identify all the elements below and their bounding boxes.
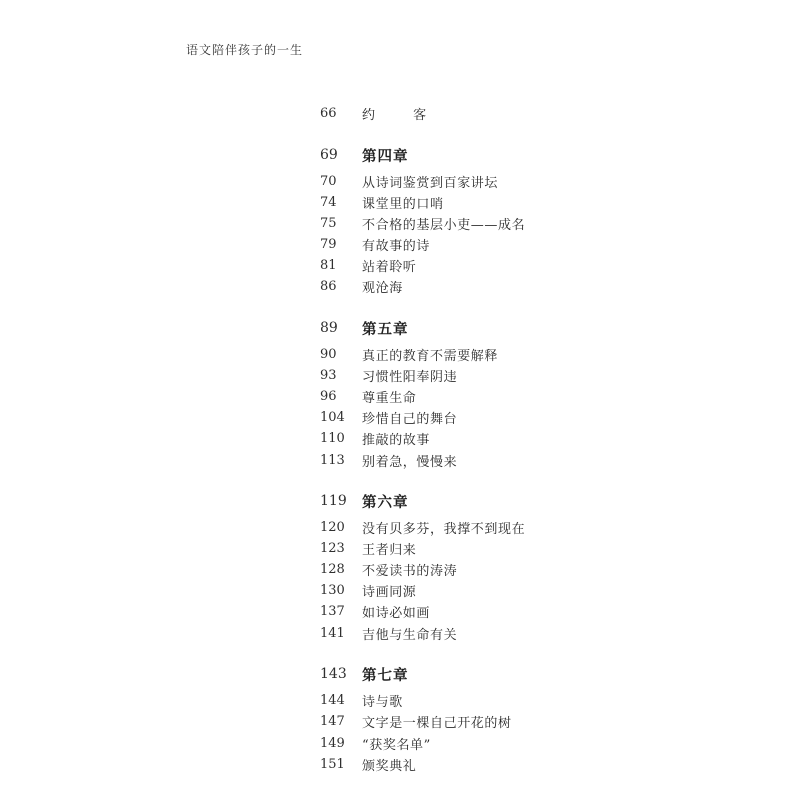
toc-page-number: 110: [320, 430, 345, 446]
toc-entry-title: 诗与歌: [362, 694, 403, 710]
toc-entry[interactable]: [320, 428, 430, 448]
toc-entry[interactable]: [320, 517, 525, 537]
running-header-book-title: 语文陪伴孩子的一生: [186, 43, 304, 57]
toc-page-number: 93: [320, 367, 337, 383]
toc-entry-title: 推敲的故事: [362, 432, 431, 448]
toc-page-number: 90: [320, 346, 337, 362]
toc-entry[interactable]: [320, 711, 512, 731]
toc-chapter-6[interactable]: [320, 491, 409, 511]
toc-entry-title: 站着聆听: [362, 259, 417, 275]
toc-entry[interactable]: [320, 365, 457, 385]
toc-page-number: 75: [320, 215, 337, 231]
toc-chapter-5[interactable]: [320, 318, 409, 338]
toc-entry-title: 没有贝多芬，我撑不到现在: [362, 521, 526, 537]
toc-entry-title: 从诗词鉴赏到百家讲坛: [362, 175, 499, 191]
toc-entry[interactable]: [320, 255, 416, 275]
toc-page-number: 141: [320, 625, 345, 641]
toc-entry-title: 颁奖典礼: [362, 758, 417, 774]
toc-entry[interactable]: [320, 386, 416, 406]
toc-chapter-7[interactable]: [320, 664, 409, 684]
toc-page-number: 74: [320, 194, 337, 210]
toc-entry[interactable]: [320, 733, 431, 753]
toc-page-number: 89: [320, 320, 338, 336]
toc-page-number: 120: [320, 519, 345, 535]
toc-entry-title: “获奖名单”: [362, 737, 431, 753]
toc-entry[interactable]: [320, 171, 498, 191]
toc-entry-title: 诗画同源: [362, 584, 417, 600]
toc-entry-title: 尊重生命: [362, 390, 417, 406]
toc-entry-title: 别着急，慢慢来: [362, 454, 458, 470]
toc-chapter-title: 第七章: [362, 666, 409, 684]
toc-chapter-title: 第五章: [362, 320, 409, 338]
toc-page-number: 137: [320, 603, 345, 619]
toc-entry-title: 不爱读书的涛涛: [362, 563, 458, 579]
toc-entry-title: 如诗必如画: [362, 605, 431, 621]
toc-entry-title: 王者归来: [362, 542, 417, 558]
toc-entry-title: 习惯性阳奉阴违: [362, 369, 458, 385]
toc-page-number: 113: [320, 452, 345, 468]
toc-entry[interactable]: [320, 754, 416, 774]
toc-entry[interactable]: [320, 601, 430, 621]
toc-page-number: 79: [320, 236, 337, 252]
toc-entry[interactable]: [320, 623, 457, 643]
toc-page-number: 147: [320, 713, 345, 729]
toc-entry[interactable]: [320, 234, 430, 254]
toc-entry[interactable]: [320, 450, 457, 470]
toc-chapter-4[interactable]: [320, 145, 409, 165]
toc-entry[interactable]: [320, 344, 498, 364]
toc-entry-title: 吉他与生命有关: [362, 627, 458, 643]
toc-entry-title: 课堂里的口哨: [362, 196, 444, 212]
toc-page-number: 69: [320, 147, 338, 163]
toc-page-number: 128: [320, 561, 345, 577]
toc-page-number: 104: [320, 409, 345, 425]
toc-page-number: 96: [320, 388, 337, 404]
toc-page-number: 70: [320, 173, 337, 189]
toc-entry[interactable]: [320, 407, 457, 427]
toc-entry[interactable]: [320, 192, 444, 212]
toc-entry-title: 约 客: [362, 107, 444, 123]
toc-page-number: 81: [320, 257, 337, 273]
toc-page-number: 86: [320, 278, 337, 294]
toc-page-number: 130: [320, 582, 345, 598]
toc-entry[interactable]: [320, 276, 403, 296]
toc-entry[interactable]: [320, 580, 416, 600]
toc-page-number: 119: [320, 493, 347, 509]
toc-page-number: 143: [320, 666, 347, 682]
toc-page-number: 149: [320, 735, 345, 751]
toc-entry-title: 有故事的诗: [362, 238, 431, 254]
toc-page-number: 123: [320, 540, 345, 556]
toc-page-number: 66: [320, 105, 337, 121]
toc-entry-title: 真正的教育不需要解释: [362, 348, 499, 364]
toc-entry-title: 观沧海: [362, 280, 403, 296]
toc-entry-title: 文字是一棵自己开花的树: [362, 715, 512, 731]
toc-page-number: 144: [320, 692, 345, 708]
toc-entry[interactable]: [320, 213, 525, 233]
toc-entry-yue-ke[interactable]: [320, 103, 443, 123]
toc-page-number: 151: [320, 756, 345, 772]
toc-entry-title: 不合格的基层小吏——成名: [362, 217, 526, 233]
toc-chapter-title: 第四章: [362, 147, 409, 165]
toc-entry[interactable]: [320, 559, 457, 579]
toc-entry[interactable]: [320, 538, 416, 558]
toc-chapter-title: 第六章: [362, 493, 409, 511]
toc-entry-title: 珍惜自己的舞台: [362, 411, 458, 427]
toc-entry[interactable]: [320, 690, 403, 710]
